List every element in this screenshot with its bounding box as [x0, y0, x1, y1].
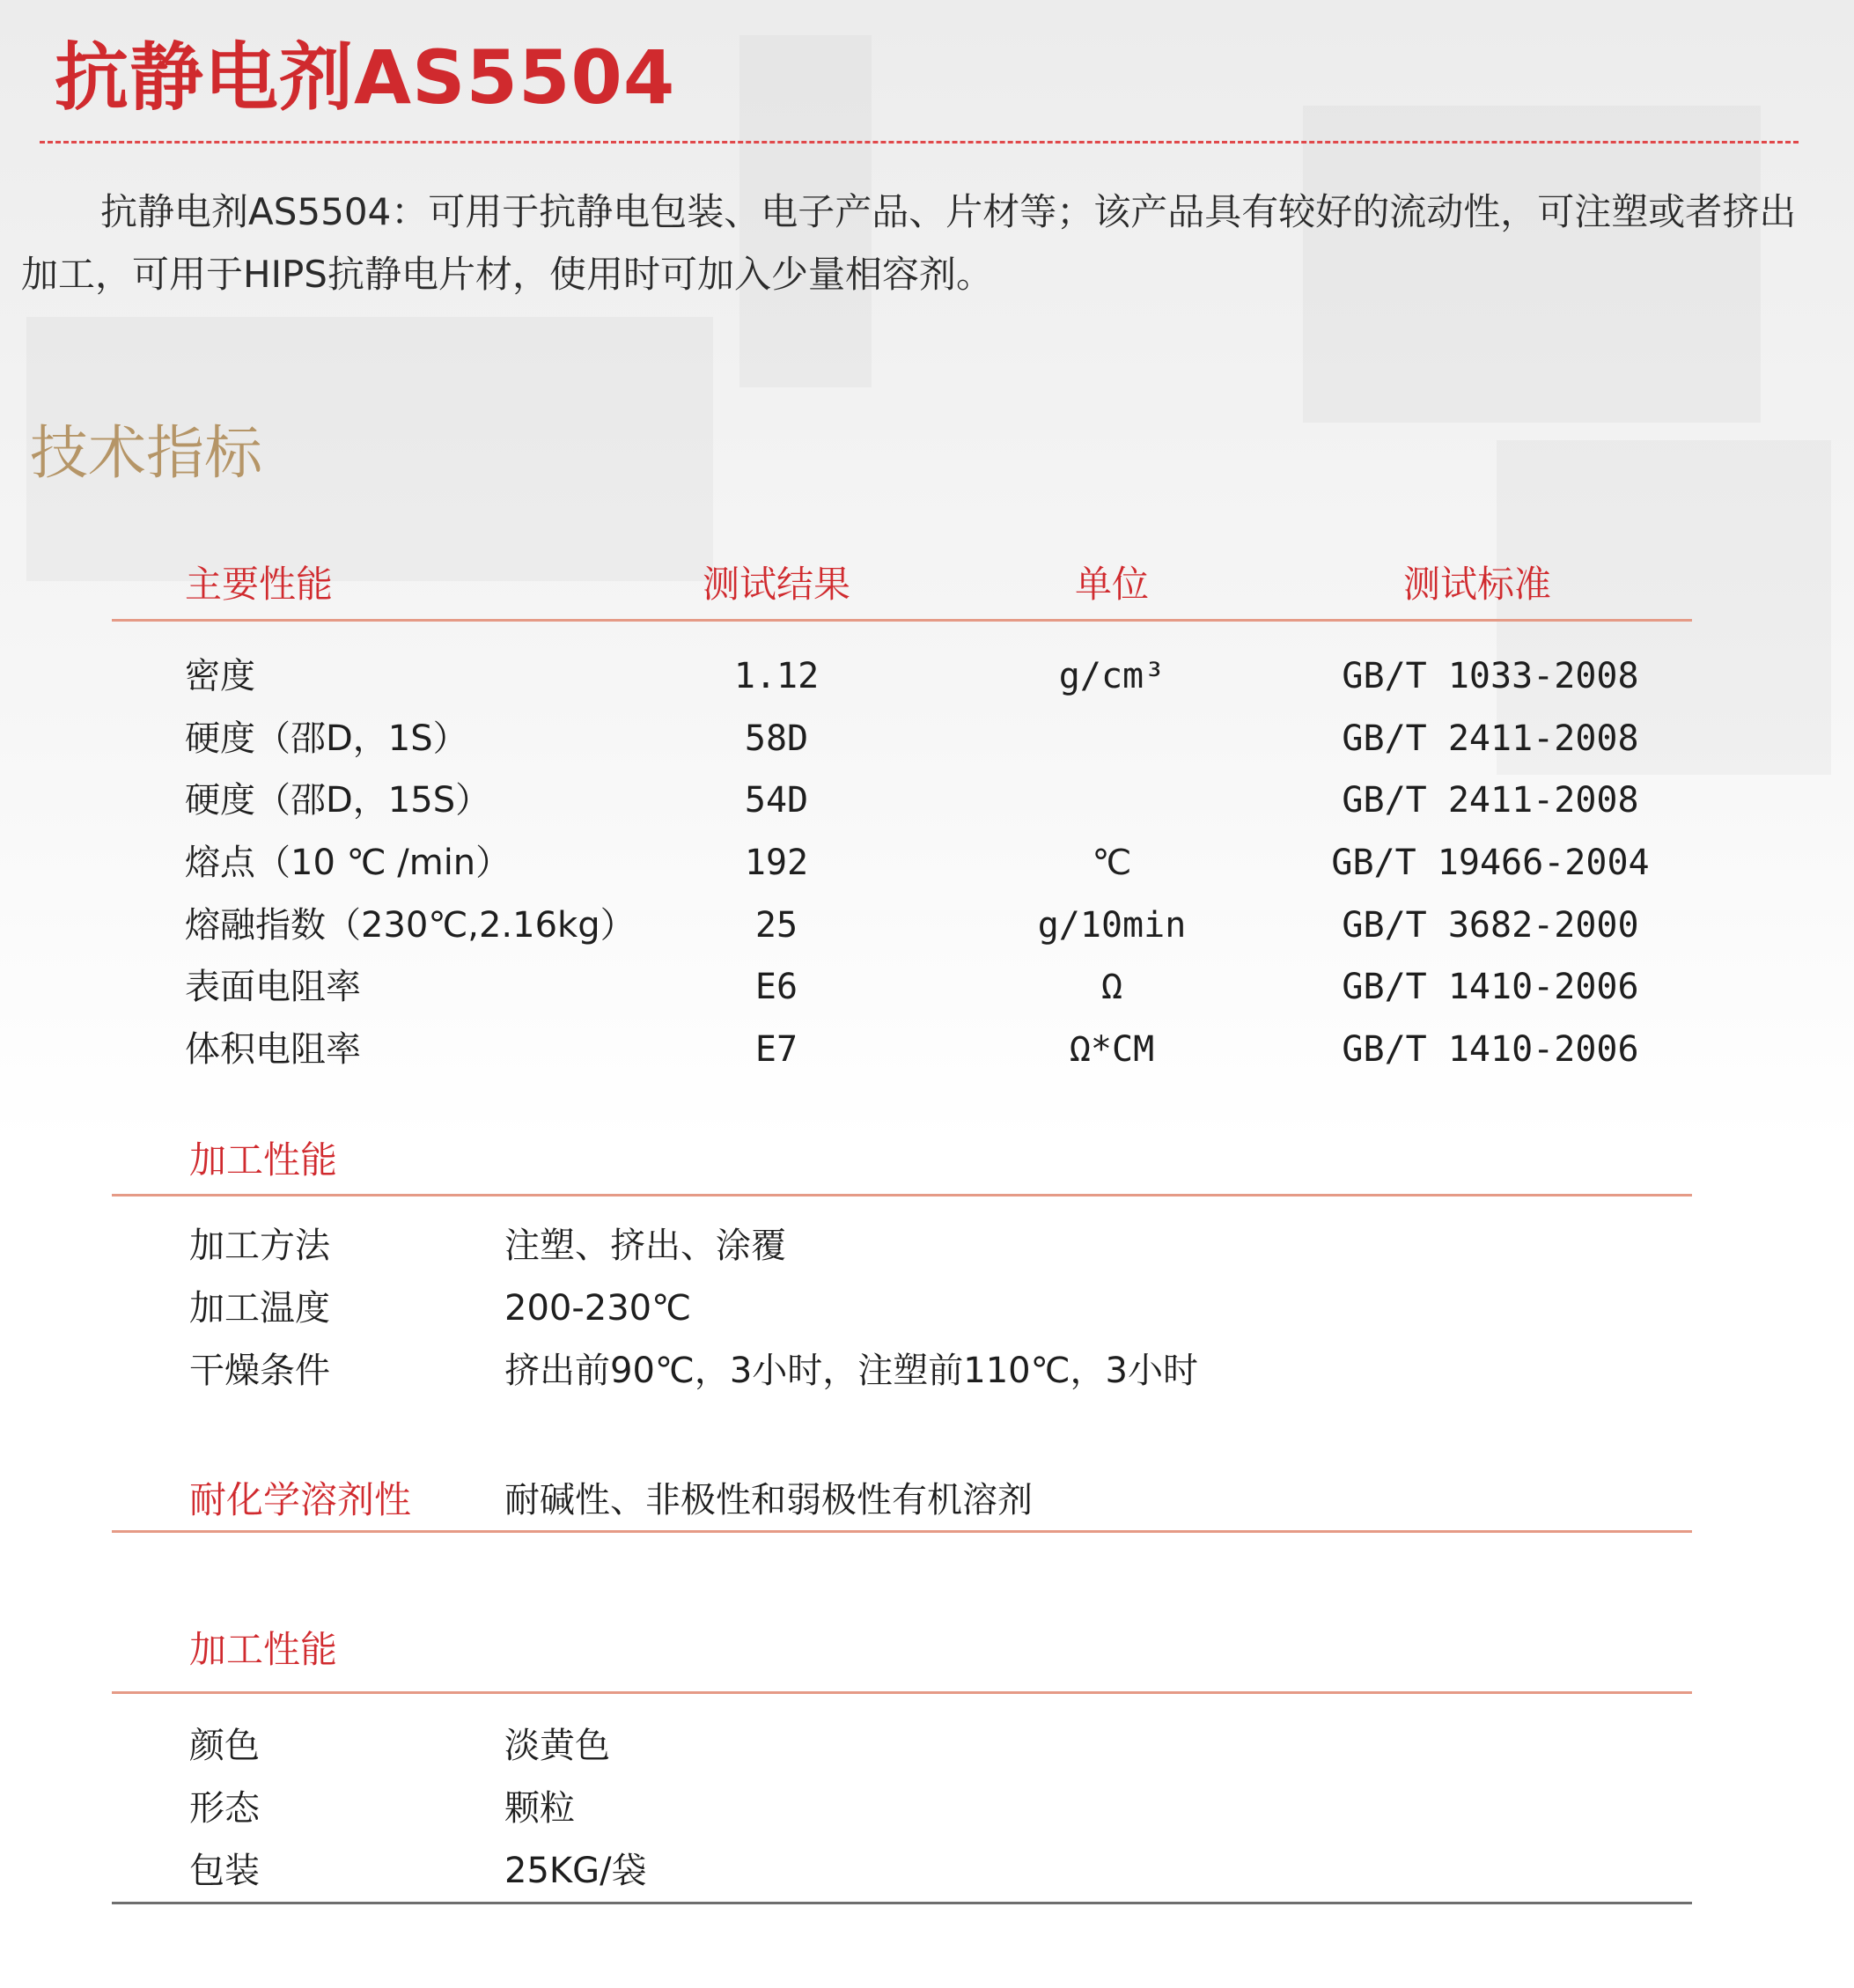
- appearance-label: 颜色: [189, 1726, 260, 1766]
- section-heading-specs: 技术指标: [30, 419, 262, 487]
- property-name: 熔融指数（230℃,2.16kg）: [185, 905, 636, 946]
- chemical-resistance-label: 耐化学溶剂性: [189, 1478, 412, 1521]
- property-standard: GB/T 19466-2004: [1331, 843, 1650, 883]
- page-title: 抗静电剂AS5504: [55, 34, 676, 121]
- property-result: E7: [754, 1029, 798, 1070]
- appearance-divider: [112, 1691, 1692, 1694]
- processing-heading: 加工性能: [189, 1138, 338, 1182]
- property-name: 表面电阻率: [185, 967, 361, 1007]
- processing-label: 干燥条件: [189, 1351, 330, 1391]
- header-test-standard: 测试标准: [1402, 563, 1552, 606]
- appearance-value: 颗粒: [504, 1788, 575, 1829]
- property-result: 25: [754, 905, 798, 946]
- property-standard: GB/T 3682-2000: [1342, 905, 1639, 946]
- processing-value: 200-230℃: [504, 1288, 692, 1329]
- property-name: 体积电阻率: [185, 1029, 361, 1070]
- chemical-resistance-divider: [112, 1530, 1692, 1533]
- property-result: 58D: [744, 718, 809, 759]
- property-result: 1.12: [733, 656, 820, 696]
- property-result: 54D: [744, 780, 809, 821]
- header-test-result: 测试结果: [702, 563, 851, 606]
- property-name: 硬度（邵D，1S）: [185, 718, 468, 759]
- property-unit: g/10min: [1037, 905, 1187, 946]
- property-name: 硬度（邵D，15S）: [185, 780, 491, 821]
- property-standard: GB/T 1033-2008: [1342, 656, 1639, 696]
- property-standard: GB/T 2411-2008: [1342, 718, 1639, 759]
- appearance-label: 形态: [189, 1788, 260, 1829]
- header-unit: 单位: [1074, 563, 1150, 606]
- property-result: 192: [744, 843, 809, 883]
- property-result: E6: [754, 967, 798, 1007]
- property-unit: g/cm³: [1058, 656, 1166, 696]
- property-standard: GB/T 1410-2006: [1342, 1029, 1639, 1070]
- processing-value: 挤出前90℃，3小时，注塑前110℃，3小时: [504, 1351, 1198, 1391]
- bottom-divider: [112, 1902, 1692, 1904]
- appearance-value: 淡黄色: [504, 1726, 610, 1766]
- processing-value: 注塑、挤出、涂覆: [504, 1226, 786, 1266]
- processing-label: 加工方法: [189, 1226, 330, 1266]
- property-standard: GB/T 2411-2008: [1342, 780, 1639, 821]
- table-header-divider: [112, 619, 1692, 622]
- chemical-resistance-value: 耐碱性、非极性和弱极性有机溶剂: [504, 1480, 1033, 1520]
- appearance-value: 25KG/袋: [504, 1851, 647, 1891]
- processing-label: 加工温度: [189, 1288, 330, 1329]
- property-unit: ℃: [1092, 843, 1132, 883]
- processing-divider: [112, 1194, 1692, 1196]
- property-standard: GB/T 1410-2006: [1342, 967, 1639, 1007]
- property-name: 熔点（10 ℃ /min）: [185, 843, 511, 883]
- property-name: 密度: [185, 656, 255, 696]
- product-description: 抗静电剂AS5504：可用于抗静电包装、电子产品、片材等；该产品具有较好的流动性，可注塑或者挤出加工，可用于HIPS抗静电片材，使用时可加入少量相容剂。: [21, 190, 1797, 296]
- appearance-heading: 加工性能: [189, 1628, 338, 1671]
- property-unit: Ω*CM: [1069, 1029, 1155, 1070]
- title-divider: [40, 141, 1799, 144]
- header-main-property: 主要性能: [185, 563, 334, 606]
- property-unit: Ω: [1100, 967, 1123, 1007]
- appearance-label: 包装: [189, 1851, 260, 1891]
